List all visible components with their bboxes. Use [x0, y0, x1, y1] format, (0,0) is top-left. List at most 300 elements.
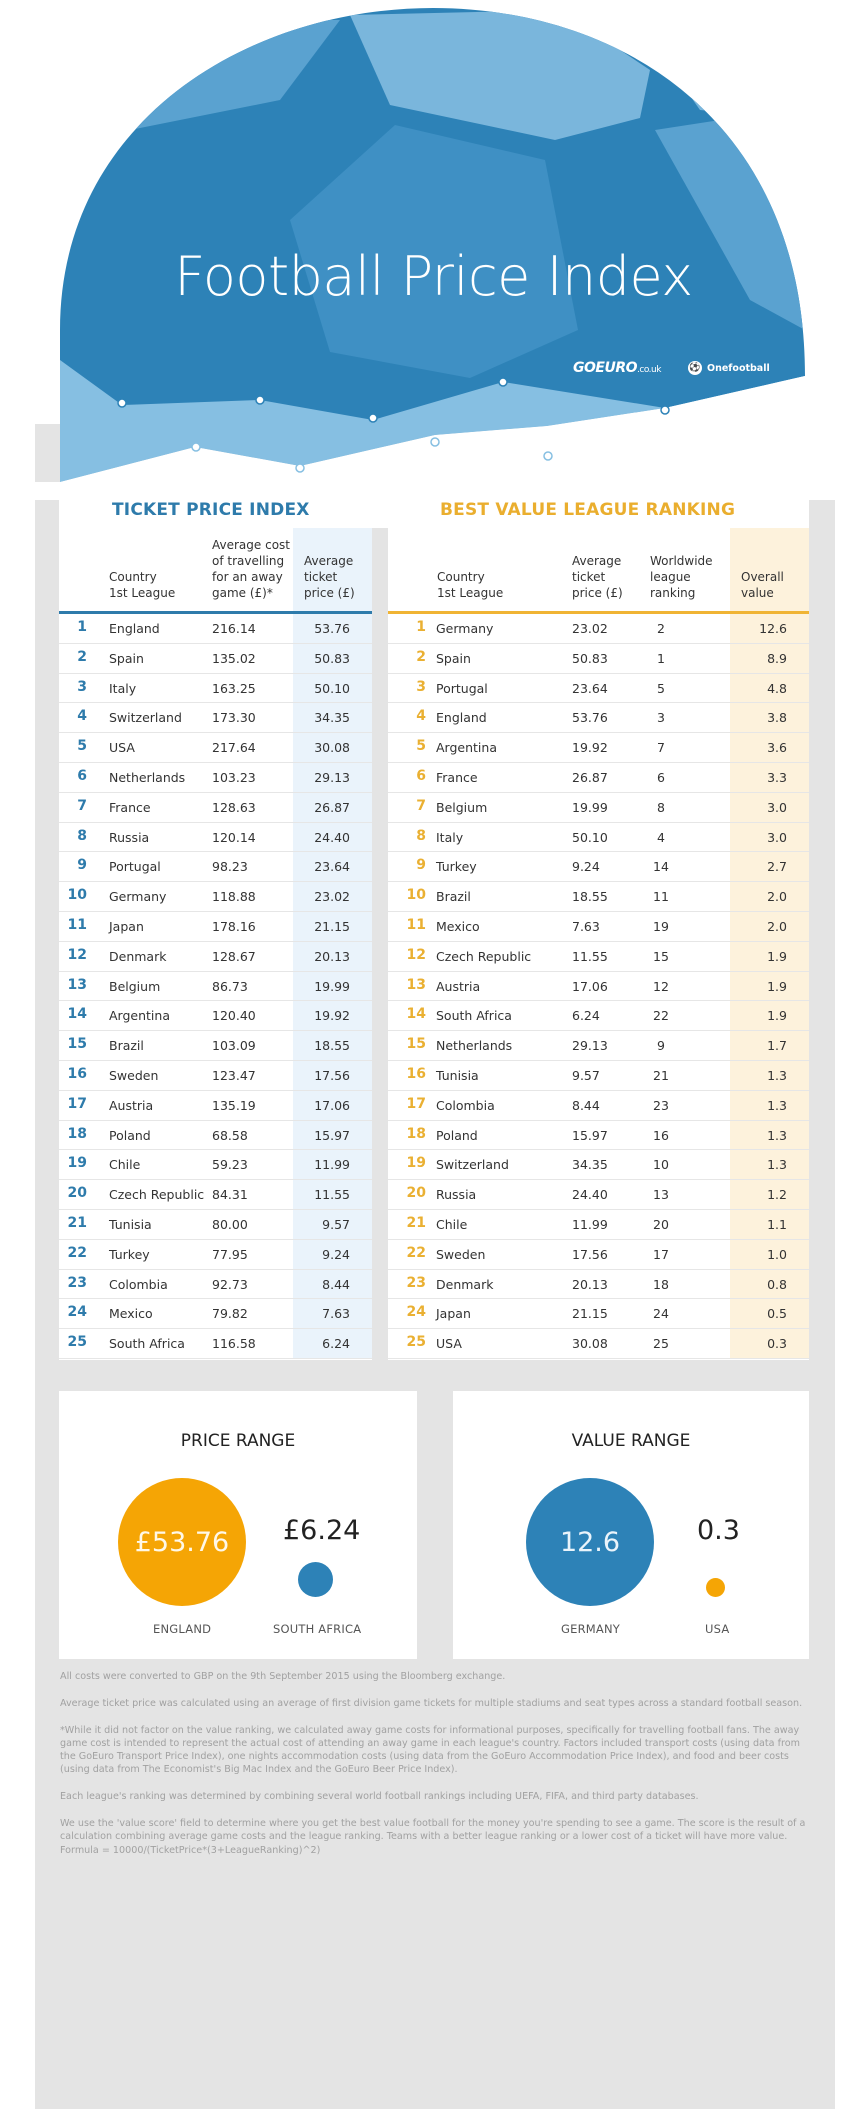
country: Netherlands: [109, 769, 186, 785]
max-price-circle: [118, 1478, 246, 1606]
table-row: [59, 763, 372, 793]
travel-cost: 128.67: [212, 948, 256, 964]
travel-cost: 163.25: [212, 680, 256, 696]
ticket-price: 19.99: [572, 799, 608, 815]
travel-cost: 120.14: [212, 829, 256, 845]
country: Brazil: [436, 889, 471, 905]
travel-cost: 216.14: [212, 621, 256, 636]
table-row: [59, 644, 372, 674]
ticket-price: 24.40: [314, 829, 350, 845]
rank: 22: [406, 1244, 426, 1261]
ticket-price: 11.99: [572, 1216, 608, 1232]
country: Austria: [109, 1097, 154, 1113]
league-ranking: 20: [653, 1216, 669, 1232]
country: Russia: [109, 829, 150, 845]
max-value-circle: [526, 1478, 654, 1606]
ticket-price: 9.57: [572, 1067, 600, 1083]
table-row: [59, 823, 372, 853]
ticket-price: 30.08: [572, 1336, 608, 1352]
ticket-price: 29.13: [314, 769, 350, 785]
ticket-price: 24.40: [572, 1187, 608, 1203]
overall-value: 1.9: [767, 948, 787, 964]
table-row: [388, 882, 809, 912]
country: Belgium: [436, 799, 488, 815]
league-ranking: 3: [657, 710, 665, 726]
rank: 12: [67, 946, 87, 963]
country: Czech Republic: [436, 948, 532, 964]
onefootball-logo: ⚽ Onefootball: [689, 362, 770, 374]
overall-value: 0.8: [767, 1276, 787, 1292]
league-ranking: 24: [653, 1306, 669, 1322]
table-row: [59, 912, 372, 942]
travel-cost: 92.73: [212, 1276, 248, 1292]
table-row: [388, 1299, 809, 1329]
rank: 20: [406, 1185, 426, 1202]
rank: 17: [406, 1095, 426, 1112]
travel-cost: 118.88: [212, 889, 256, 905]
rank: 17: [67, 1095, 87, 1112]
table-row: [388, 1180, 809, 1210]
league-ranking: 18: [653, 1276, 669, 1292]
table-row: [388, 852, 809, 882]
rank: 6: [416, 767, 426, 784]
table-row: [59, 1210, 372, 1240]
country: Sweden: [109, 1067, 159, 1083]
travel-cost: 116.58: [212, 1336, 256, 1352]
rank: 23: [67, 1274, 87, 1291]
ticket-price: 50.83: [314, 650, 350, 666]
rank: 2: [416, 648, 426, 665]
ticket-price: 29.13: [572, 1038, 608, 1054]
country: Germany: [436, 621, 494, 636]
table-row: [388, 1091, 809, 1121]
ticket-price: 34.35: [572, 1157, 608, 1173]
overall-value: 8.9: [767, 650, 787, 666]
country: Colombia: [109, 1276, 168, 1292]
country: Colombia: [436, 1097, 495, 1113]
min-price-country: SOUTH AFRICA: [273, 1622, 362, 1636]
overall-value: 1.9: [767, 978, 787, 994]
overall-value: 3.0: [767, 829, 787, 845]
table-row: [59, 733, 372, 763]
table-row: [59, 1270, 372, 1300]
col-country: Country 1st League: [437, 570, 504, 600]
ticket-price: 11.55: [314, 1187, 350, 1203]
min-value-circle: [706, 1578, 725, 1597]
league-ranking: 11: [653, 889, 669, 905]
table-row: [388, 972, 809, 1002]
country: Austria: [436, 978, 481, 994]
rank: 9: [77, 857, 87, 874]
table-row: [388, 644, 809, 674]
country: Brazil: [109, 1038, 144, 1054]
league-ranking: 4: [657, 829, 665, 845]
page-title: Football Price Index: [174, 245, 693, 308]
overall-value: 1.0: [767, 1246, 787, 1262]
league-ranking: 16: [653, 1127, 669, 1143]
table-row: [59, 1150, 372, 1180]
ticket-price: 19.99: [314, 978, 350, 994]
overall-value: 1.1: [767, 1216, 787, 1232]
ticket-price: 15.97: [314, 1127, 350, 1143]
rank: 6: [77, 767, 87, 784]
country: Tunisia: [436, 1067, 479, 1083]
table-row: [388, 614, 809, 644]
league-ranking: 8: [657, 799, 665, 815]
league-ranking: 5: [657, 680, 665, 696]
league-ranking: 13: [653, 1187, 669, 1203]
league-ranking: 6: [657, 769, 665, 785]
rank: 19: [67, 1155, 87, 1172]
ticket-price: 7.63: [322, 1306, 350, 1322]
note-value-score: We use the 'value score' field to determine where you get the best value football for the money you're spending to see a game. The score is the result of a calculation combining average game costs and the league ranking. Teams with a better league ranking or a lower cost of a ticket will have more value.: [60, 1818, 806, 1843]
travel-cost: 178.16: [212, 918, 256, 934]
ticket-price: 17.06: [314, 1097, 350, 1113]
overall-value: 4.8: [767, 680, 787, 696]
country: Mexico: [109, 1306, 153, 1322]
league-ranking: 7: [657, 740, 665, 756]
rank: 3: [416, 678, 426, 695]
ticket-price: 15.97: [572, 1127, 608, 1143]
overall-value: 1.2: [767, 1187, 787, 1203]
max-price-country: ENGLAND: [153, 1622, 212, 1636]
league-ranking: 17: [653, 1246, 669, 1262]
rank: 13: [406, 976, 426, 993]
rank: 24: [406, 1304, 426, 1321]
table-row: [388, 912, 809, 942]
country: Belgium: [109, 978, 161, 994]
ticket-price: 26.87: [572, 769, 608, 785]
rank: 22: [67, 1244, 87, 1261]
table-row: [388, 1121, 809, 1151]
league-ranking: 14: [653, 859, 669, 875]
travel-cost: 173.30: [212, 710, 256, 726]
rank: 14: [67, 1006, 87, 1023]
overall-value: 3.3: [767, 769, 787, 785]
overall-value: 1.7: [767, 1038, 787, 1054]
ticket-price: 53.76: [314, 621, 350, 636]
rank: 23: [406, 1274, 426, 1291]
travel-cost: 98.23: [212, 859, 248, 875]
rank: 21: [406, 1214, 426, 1231]
travel-cost: 123.47: [212, 1067, 256, 1083]
col-ticket-price: Average ticket price (£): [572, 554, 623, 600]
travel-cost: 120.40: [212, 1008, 256, 1024]
ticket-table-header: [59, 528, 372, 614]
league-ranking: 19: [653, 918, 669, 934]
ticket-price: 50.10: [314, 680, 350, 696]
league-ranking: 12: [653, 978, 669, 994]
rank: 21: [67, 1214, 87, 1231]
ticket-price: 11.99: [314, 1157, 350, 1173]
ticket-price: 18.55: [314, 1038, 350, 1054]
ticket-price: 9.24: [572, 859, 600, 875]
country: France: [109, 799, 151, 815]
note-ticket-price: Average ticket price was calculated using an average of first division game tickets for multiple stadiums and seat types across a standard football season.: [60, 1697, 803, 1709]
rank: 18: [406, 1125, 426, 1142]
max-value-value: 12.6: [559, 1526, 621, 1558]
rank: 5: [416, 738, 426, 755]
country: Chile: [436, 1216, 468, 1232]
country: Japan: [109, 918, 144, 934]
league-ranking: 22: [653, 1008, 669, 1024]
table-row: [59, 793, 372, 823]
rank: 11: [406, 916, 426, 933]
table-row: [59, 1329, 372, 1359]
travel-cost: 59.23: [212, 1157, 248, 1173]
table-row: [59, 1299, 372, 1329]
country: Chile: [109, 1157, 141, 1173]
country: Mexico: [436, 918, 480, 934]
country: Argentina: [436, 740, 497, 756]
ticket-price: 23.02: [572, 621, 608, 636]
price-range-panel: [59, 1391, 417, 1659]
country: South Africa: [109, 1336, 185, 1352]
travel-cost: 68.58: [212, 1127, 248, 1143]
country: Switzerland: [436, 1157, 509, 1173]
table-row: [59, 614, 372, 644]
table-row: [388, 1061, 809, 1091]
table-row: [388, 1240, 809, 1270]
rank: 1: [416, 619, 426, 635]
rank: 9: [416, 857, 426, 874]
overall-value: 1.3: [767, 1067, 787, 1083]
country: England: [436, 710, 487, 726]
league-ranking: 15: [653, 948, 669, 964]
overall-value: 1.3: [767, 1157, 787, 1173]
country: Denmark: [109, 948, 167, 964]
ticket-price: 9.57: [322, 1216, 350, 1232]
rank: 15: [406, 1036, 426, 1053]
travel-cost: 217.64: [212, 740, 256, 756]
value-range-title: VALUE RANGE: [571, 1431, 691, 1451]
country: Denmark: [436, 1276, 494, 1292]
overall-value: 2.7: [767, 859, 787, 875]
country: England: [109, 621, 160, 636]
league-ranking: 2: [657, 621, 665, 636]
country: Portugal: [436, 680, 488, 696]
league-ranking: 1: [657, 650, 665, 666]
value-range-panel: [453, 1391, 809, 1659]
table-row: [388, 703, 809, 733]
ticket-price: 17.06: [572, 978, 608, 994]
table-row: [388, 733, 809, 763]
league-ranking: 21: [653, 1067, 669, 1083]
table-row: [388, 823, 809, 853]
travel-cost: 128.63: [212, 799, 256, 815]
ticket-price-table: [59, 528, 372, 1359]
country: Poland: [109, 1127, 151, 1143]
rank: 16: [406, 1065, 426, 1082]
travel-cost: 135.02: [212, 650, 256, 666]
rank: 16: [67, 1065, 87, 1082]
ticket-price: 21.15: [314, 918, 350, 934]
overall-value: 12.6: [759, 621, 787, 636]
rank: 18: [67, 1125, 87, 1142]
country: Germany: [109, 889, 167, 905]
ticket-price: 30.08: [314, 740, 350, 756]
rank: 19: [406, 1155, 426, 1172]
table-row: [59, 942, 372, 972]
country: Netherlands: [436, 1038, 513, 1054]
rank: 2: [77, 648, 87, 665]
travel-cost: 86.73: [212, 978, 248, 994]
rank: 24: [67, 1304, 87, 1321]
rank: 3: [77, 678, 87, 695]
table-row: [388, 674, 809, 704]
value-table-header: [388, 528, 809, 614]
country: USA: [436, 1336, 462, 1352]
overall-value: 0.3: [767, 1336, 787, 1352]
table-row: [59, 1121, 372, 1151]
league-ranking: 25: [653, 1336, 669, 1352]
table-row: [59, 703, 372, 733]
country: Spain: [436, 650, 471, 666]
travel-cost: 103.23: [212, 769, 256, 785]
travel-cost: 79.82: [212, 1306, 248, 1322]
country: South Africa: [436, 1008, 512, 1024]
table-row: [59, 1001, 372, 1031]
rank: 14: [406, 1006, 426, 1023]
col-country: Country 1st League: [109, 570, 176, 600]
table-row: [388, 1001, 809, 1031]
country: Sweden: [436, 1246, 486, 1262]
overall-value: 0.5: [767, 1306, 787, 1322]
country: Portugal: [109, 859, 161, 875]
note-league-ranking: Each league's ranking was determined by combining several world football rankings including UEFA, FIFA, and third party databases.: [60, 1791, 699, 1803]
rank: 7: [416, 797, 426, 814]
table-row: [59, 882, 372, 912]
travel-cost: 80.00: [212, 1216, 248, 1232]
overall-value: 2.0: [767, 889, 787, 905]
rank: 8: [416, 827, 426, 844]
ticket-price: 19.92: [572, 740, 608, 756]
overall-value: 2.0: [767, 918, 787, 934]
rank: 25: [406, 1334, 426, 1351]
table-row: [59, 1240, 372, 1270]
overall-value: 1.9: [767, 1008, 787, 1024]
goeuro-logo: GOEURO.co.uk: [573, 360, 661, 376]
min-price-value: £6.24: [283, 1515, 361, 1546]
table-row: [59, 1180, 372, 1210]
overall-value: 1.3: [767, 1127, 787, 1143]
rank: 13: [67, 976, 87, 993]
country: Spain: [109, 650, 144, 666]
rank: 7: [77, 797, 87, 814]
country: Russia: [436, 1187, 477, 1203]
country: Turkey: [436, 859, 477, 875]
league-ranking: 9: [657, 1038, 665, 1054]
table-row: [59, 1031, 372, 1061]
rank: 11: [67, 916, 87, 933]
country: Turkey: [109, 1246, 150, 1262]
col-league-ranking: Worldwide league ranking: [650, 554, 713, 600]
min-price-circle: [298, 1562, 333, 1597]
ticket-index-title: TICKET PRICE INDEX: [112, 500, 310, 520]
ticket-price: 8.44: [572, 1097, 600, 1113]
travel-cost: 103.09: [212, 1038, 256, 1054]
table-row: [59, 1091, 372, 1121]
country: Italy: [436, 829, 464, 845]
country: Japan: [436, 1306, 471, 1322]
ticket-price: 6.24: [322, 1336, 350, 1352]
overall-value: 1.3: [767, 1097, 787, 1113]
table-row: [388, 1031, 809, 1061]
table-row: [388, 1210, 809, 1240]
league-ranking: 23: [653, 1097, 669, 1113]
footnotes: [60, 1670, 810, 1870]
ticket-price: 17.56: [314, 1067, 350, 1083]
ticket-price: 50.10: [572, 829, 608, 845]
table-row: [59, 972, 372, 1002]
rank: 25: [67, 1334, 87, 1351]
ticket-price: 8.44: [322, 1276, 350, 1292]
ticket-price: 50.83: [572, 650, 608, 666]
country: Czech Republic: [109, 1187, 205, 1203]
note-formula: Formula = 10000/(TicketPrice*(3+LeagueRanking)^2): [60, 1844, 321, 1856]
table-row: [388, 1150, 809, 1180]
table-row: [59, 1061, 372, 1091]
country: Italy: [109, 680, 137, 696]
table-row: [388, 1270, 809, 1300]
rank: 15: [67, 1036, 87, 1053]
rank: 12: [406, 946, 426, 963]
ticket-price: 26.87: [314, 799, 350, 815]
max-value-country: GERMANY: [561, 1622, 620, 1636]
price-range-title: PRICE RANGE: [180, 1431, 296, 1451]
ticket-price: 17.56: [572, 1246, 608, 1262]
overall-value: 3.6: [767, 740, 787, 756]
ticket-price: 23.64: [314, 859, 350, 875]
ticket-price: 7.63: [572, 918, 600, 934]
table-row: [388, 763, 809, 793]
country: Poland: [436, 1127, 478, 1143]
rank: 5: [77, 738, 87, 755]
ticket-price: 23.64: [572, 680, 608, 696]
rank: 1: [77, 619, 87, 635]
league-ranking: 10: [653, 1157, 669, 1173]
ticket-price: 6.24: [572, 1008, 600, 1024]
rank: 4: [416, 708, 426, 725]
ticket-price: 23.02: [314, 889, 350, 905]
overall-value: 3.0: [767, 799, 787, 815]
rank: 8: [77, 827, 87, 844]
ticket-price: 53.76: [572, 710, 608, 726]
ticket-price: 20.13: [572, 1276, 608, 1292]
rank: 4: [77, 708, 87, 725]
ticket-price: 11.55: [572, 948, 608, 964]
rank: 10: [67, 887, 87, 904]
ticket-price: 20.13: [314, 948, 350, 964]
country: France: [436, 769, 478, 785]
min-value-country: USA: [705, 1622, 730, 1636]
value-ranking-table: [388, 528, 809, 1359]
col-ticket-price: Average ticket price (£): [304, 554, 355, 600]
country: Argentina: [109, 1008, 170, 1024]
ticket-price: 21.15: [572, 1306, 608, 1322]
travel-cost: 135.19: [212, 1097, 256, 1113]
note-currency: All costs were converted to GBP on the 9th September 2015 using the Bloomberg exchange.: [60, 1671, 506, 1682]
table-divider: [372, 528, 388, 1360]
table-row: [388, 1329, 809, 1359]
value-ranking-title: BEST VALUE LEAGUE RANKING: [440, 500, 736, 520]
table-row: [388, 942, 809, 972]
travel-cost: 77.95: [212, 1246, 248, 1262]
hero-banner: [0, 0, 867, 500]
table-row: [59, 674, 372, 704]
country: Tunisia: [109, 1216, 152, 1232]
col-overall-value: Overall value: [741, 570, 784, 600]
